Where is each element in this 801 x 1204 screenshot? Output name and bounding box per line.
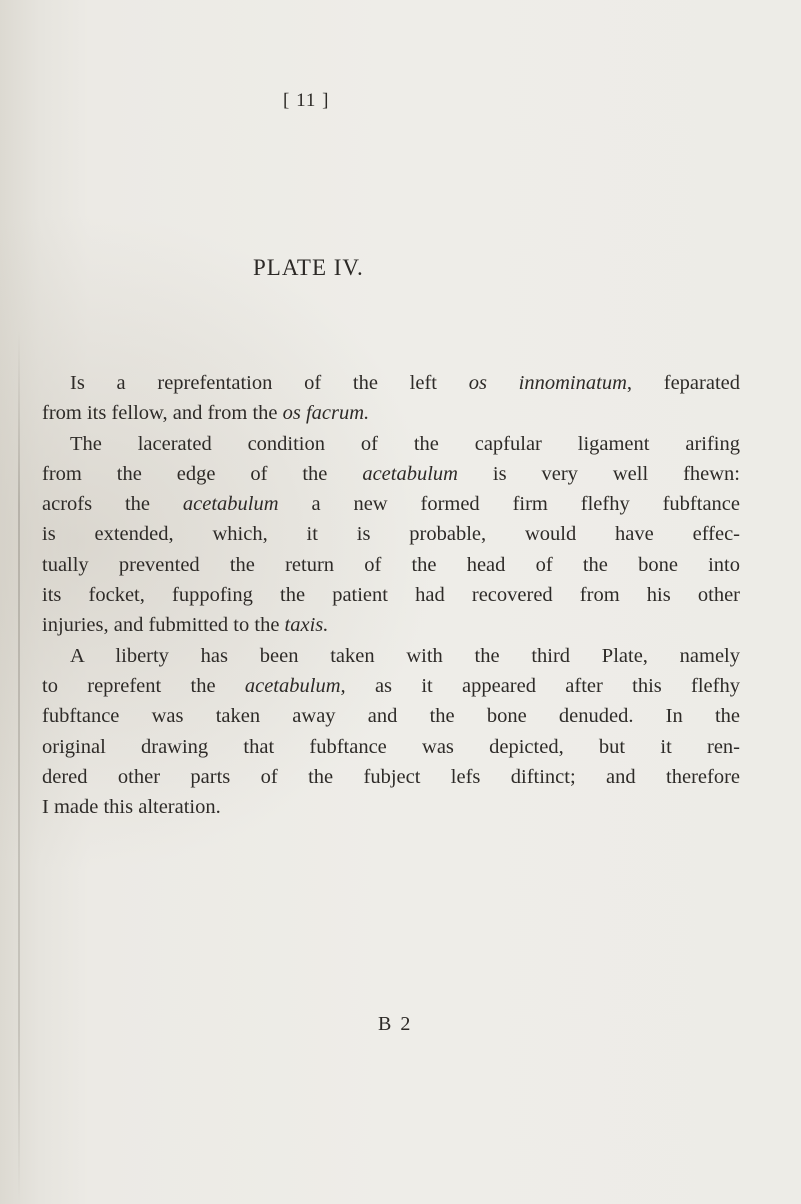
page-number: [ 11 ] bbox=[283, 90, 330, 111]
text-line: fubftance was taken away and the bone denuded. In the bbox=[42, 705, 740, 728]
text-line: acrofs the acetabulum a new formed firm flefhy fubftance bbox=[42, 493, 740, 516]
text-line: The lacerated condition of the capfular ligament arifing bbox=[70, 432, 740, 455]
text-line: dered other parts of the fubject lefs diftinct; and therefore bbox=[42, 765, 740, 788]
text-line: injuries, and fubmitted to the taxis. bbox=[42, 614, 329, 637]
text-line: Is a reprefentation of the left os innominatum, feparated bbox=[70, 372, 740, 394]
text-line: to reprefent the acetabulum, as it appeared after this flefhy bbox=[42, 674, 740, 697]
text-line: A liberty has been taken with the third Plate, namely bbox=[70, 644, 740, 667]
text-line: from the edge of the acetabulum is very well fhewn: bbox=[42, 462, 740, 485]
text-line: is extended, which, it is probable, would have effec- bbox=[42, 523, 740, 546]
binding-gutter-shadow bbox=[18, 330, 20, 1204]
text-line: original drawing that fubftance was depicted, but it ren- bbox=[42, 735, 740, 758]
text-line: from its fellow, and from the os facrum. bbox=[42, 402, 370, 425]
text-line: tually prevented the return of the head of the bone into bbox=[42, 553, 740, 576]
body-text bbox=[42, 368, 740, 822]
text-line: I made this alteration. bbox=[42, 796, 221, 819]
text-line: its focket, fuppofing the patient had recovered from his other bbox=[42, 584, 740, 607]
signature-mark: B 2 bbox=[378, 1013, 413, 1035]
plate-title: PLATE IV. bbox=[253, 255, 364, 280]
